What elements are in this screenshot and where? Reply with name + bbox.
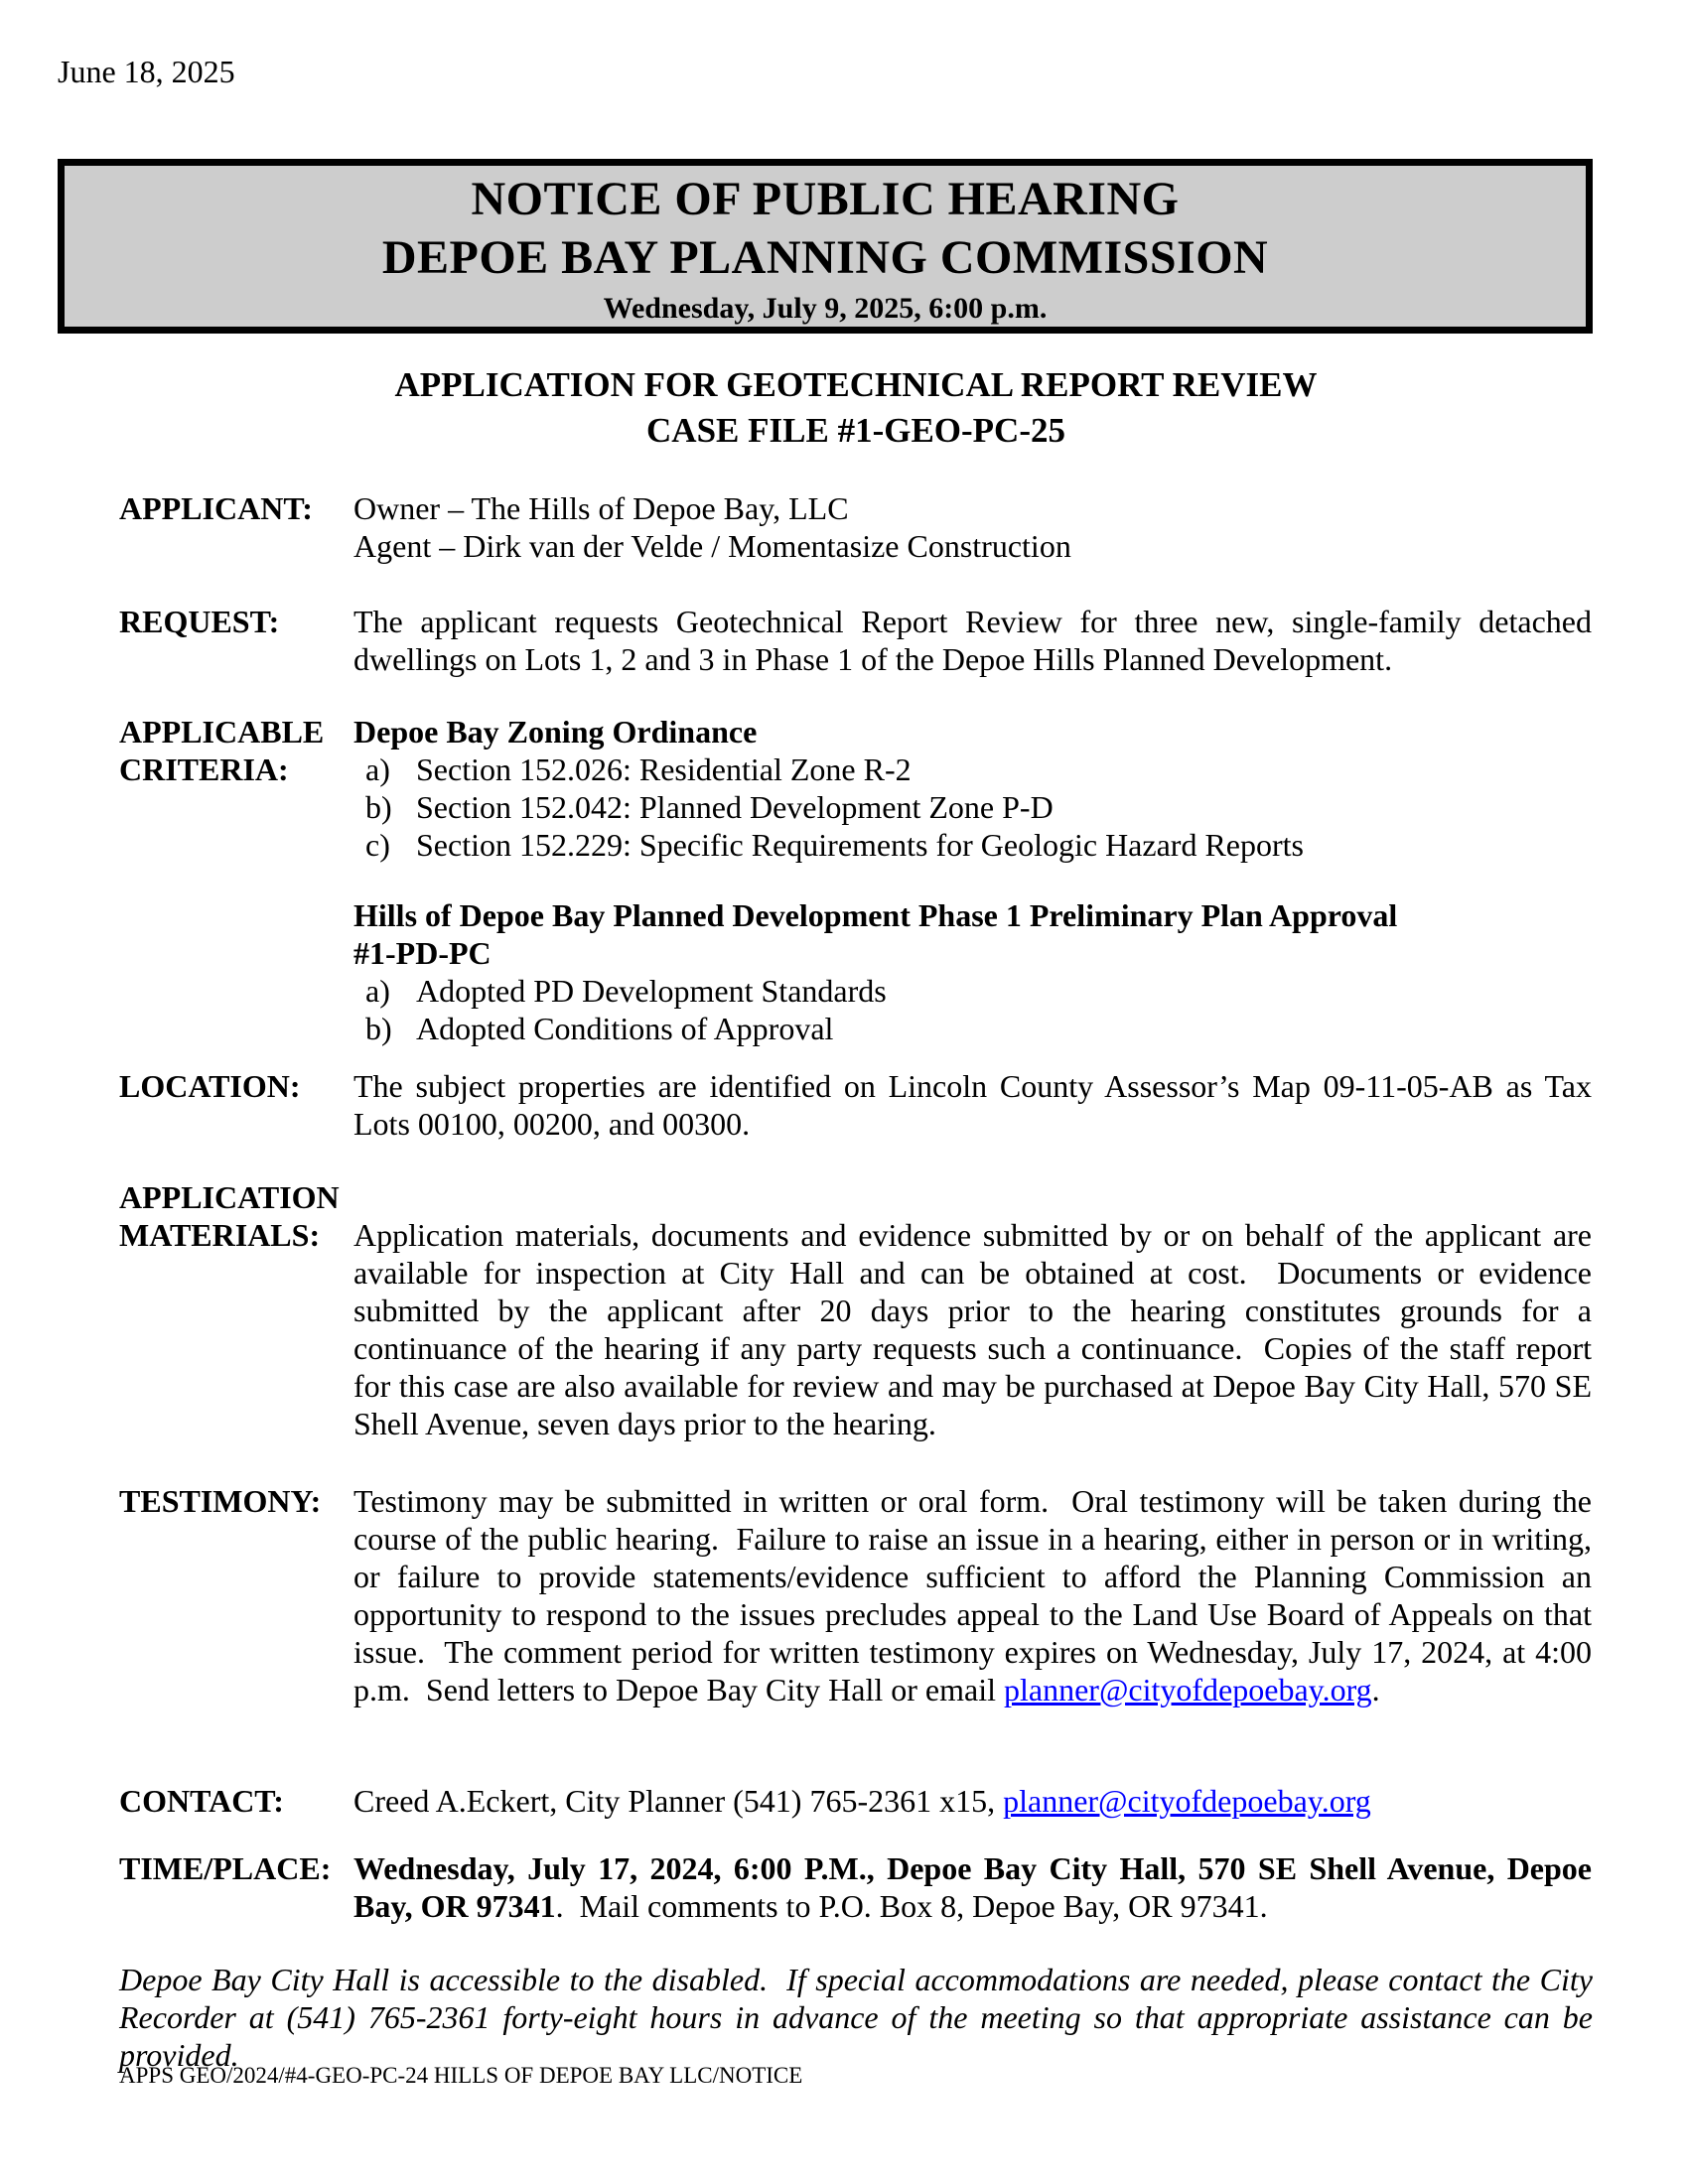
testimony-label: TESTIMONY: (119, 1483, 322, 1519)
list-marker: a) (365, 751, 390, 787)
list-item (353, 788, 1592, 826)
list-item-text: Section 152.229: Specific Requirements for Geologic Hazard Reports (416, 827, 1304, 863)
applicant-owner-line: Owner – The Hills of Depoe Bay, LLC (353, 490, 849, 526)
criteria-group2-heading-line1: Hills of Depoe Bay Planned Development Phase 1 Preliminary Plan Approval (353, 897, 1398, 933)
document-date: June 18, 2025 (58, 54, 235, 89)
location-paragraph: The subject properties are identified on Lincoln County Assessor’s Map 09-11-05-AB as Tax Lots 00100, 00200, and 00300. (353, 1068, 1600, 1142)
list-item-text: Section 152.026: Residential Zone R-2 (416, 751, 912, 787)
applicant-label: APPLICANT: (119, 490, 313, 526)
accessibility-note: Depoe Bay City Hall is accessible to the disabled. If special accommodations are needed, please contact the City Recorder at (541) 765-2361 forty-eight hours in advance of the meeting so that appropriate assistance can be provided. (119, 1962, 1601, 2073)
criteria-group2-heading-line2: #1-PD-PC (353, 935, 492, 971)
list-marker: c) (365, 827, 390, 863)
document-title-line1: APPLICATION FOR GEOTECHNICAL REPORT REVIEW (394, 365, 1318, 404)
notice-title-line2: DEPOE BAY PLANNING COMMISSION (381, 231, 1269, 284)
materials-label (119, 1178, 350, 1254)
list-item-text: Adopted Conditions of Approval (416, 1011, 834, 1046)
footer-file-reference: APPS GEO/2024/#4-GEO-PC-24 HILLS OF DEPOE BAY LLC/NOTICE (119, 2063, 803, 2088)
list-item (353, 1010, 1592, 1047)
timeplace-normal-text: . Mail comments to P.O. Box 8, Depoe Bay, OR 97341. (555, 1888, 1268, 1924)
list-item-text: Adopted PD Development Standards (416, 973, 887, 1009)
materials-paragraph: Application materials, documents and evidence submitted by or on behalf of the applicant are available for inspection at City Hall and can be obtained at cost. Documents or evidence submitted by the applicant after 20 days prior to the hearing constitutes grounds for a continuance of the hearing if any party requests such a continuance. Copies of the staff report for this case are also available for review and may be purchased at Depoe Bay City Hall, 570 SE Shell Avenue, seven days prior to the hearing. (353, 1217, 1600, 1441)
criteria-group2 (353, 896, 1592, 1047)
request-paragraph: The applicant requests Geotechnical Report Review for three new, single-family detached dwellings on Lots 1, 2 and 3 in Phase 1 of the Depoe Hills Planned Development. (353, 604, 1600, 677)
materials-label-line2: MATERIALS: (119, 1217, 321, 1253)
notice-datetime-line: Wednesday, July 9, 2025, 6:00 p.m. (603, 292, 1048, 325)
request-label: REQUEST: (119, 604, 280, 639)
materials-label-line1: APPLICATION (119, 1179, 340, 1215)
timeplace-label: TIME/PLACE: (119, 1850, 332, 1886)
criteria-label-line2: CRITERIA: (119, 751, 289, 787)
applicant-content (353, 489, 1592, 565)
testimony-text-after-link: . (1371, 1672, 1380, 1707)
list-marker: b) (365, 789, 392, 825)
contact-text: Creed A.Eckert, City Planner (541) 765-2361 x15, (353, 1783, 1004, 1819)
notice-title-line1: NOTICE OF PUBLIC HEARING (471, 173, 1180, 225)
document-title (119, 362, 1593, 454)
list-item-text: Section 152.042: Planned Development Zone P-D (416, 789, 1054, 825)
timeplace-bold-text: Wednesday, July 17, 2024, 6:00 P.M., Depoe Bay City Hall, 570 SE Shell Avenue, Depoe Bay, OR 97341 (353, 1850, 1600, 1924)
document-title-line2: CASE FILE #1-GEO-PC-25 (646, 411, 1065, 450)
criteria-group1 (353, 713, 1592, 864)
list-marker: a) (365, 973, 390, 1009)
testimony-paragraph (353, 1482, 1600, 1708)
contact-label: CONTACT: (119, 1783, 284, 1819)
list-item (353, 751, 1592, 788)
contact-email-link[interactable]: planner@cityofdepoebay.org (1003, 1783, 1371, 1819)
testimony-email-link[interactable]: planner@cityofdepoebay.org (1003, 1672, 1372, 1707)
location-label: LOCATION: (119, 1068, 301, 1104)
list-item (353, 826, 1592, 864)
criteria-label-line1: APPLICABLE (119, 714, 325, 750)
notice-header-box (58, 159, 1593, 334)
criteria-label (119, 713, 350, 788)
criteria-group1-heading: Depoe Bay Zoning Ordinance (353, 714, 758, 750)
list-item (353, 972, 1592, 1010)
contact-line (353, 1782, 1592, 1820)
applicant-agent-line: Agent – Dirk van der Velde / Momentasize Construction (353, 528, 1071, 564)
timeplace-line (353, 1849, 1600, 1925)
testimony-text: Testimony may be submitted in written or oral form. Oral testimony will be taken during the course of the public hearing. Failure to raise an issue in a hearing, either in person or in writing, or failure to provide statements/evidence sufficient to afford the Planning Commission an opportunity to respond to the issues precludes appeal to the Land Use Board of Appeals on that issue. The comment period for written testimony expires on Wednesday, July 17, 2024, at 4:00 p.m. Send letters to Depoe Bay City Hall or email (353, 1483, 1600, 1707)
list-marker: b) (365, 1011, 392, 1046)
